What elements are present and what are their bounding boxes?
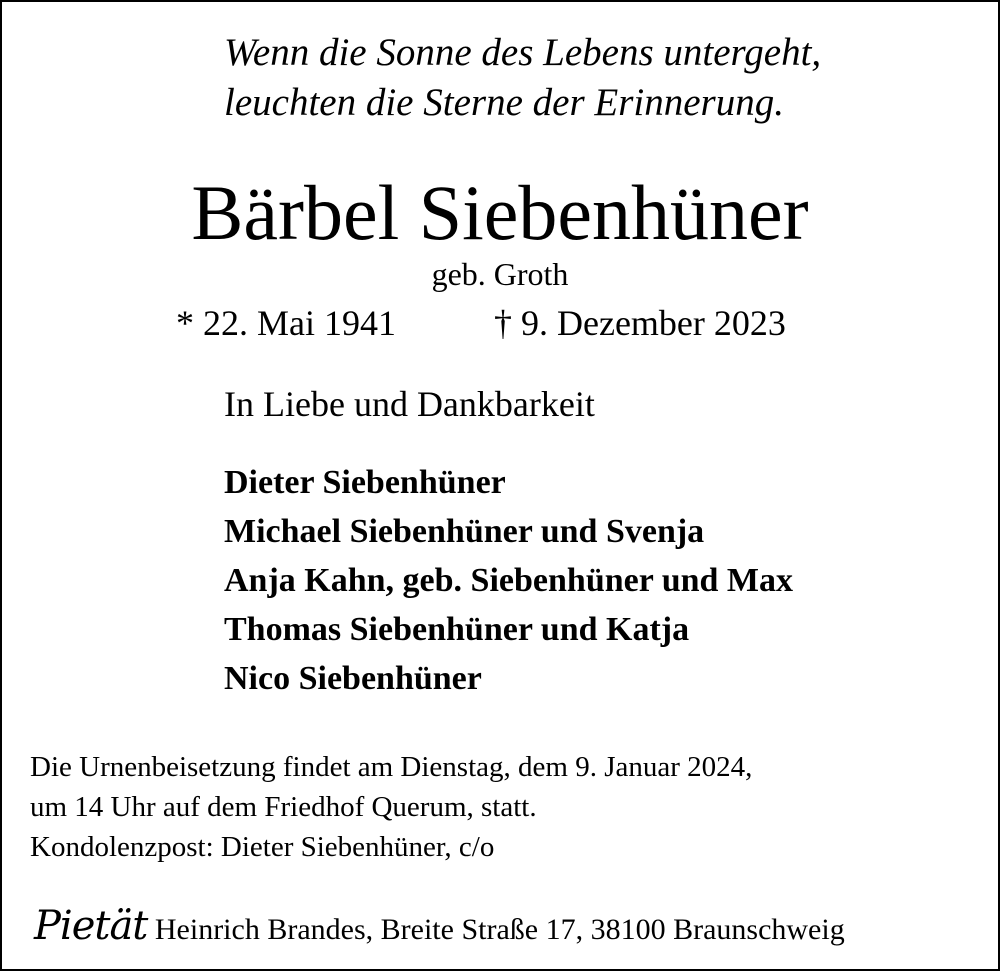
funeral-home-address: Heinrich Brandes, Breite Straße 17, 38100 Braunschweig [154,913,845,946]
life-dates [176,301,786,345]
quote-line-1: Wenn die Sonne des Lebens untergeht, [224,31,822,74]
mourner-item: Anja Kahn, geb. Siebenhüner und Max [224,562,794,599]
mourner-item: Michael Siebenhüner und Svenja [224,513,705,550]
birth-date: * 22. Mai 1941 [176,303,396,343]
funeral-notice [30,747,752,867]
mourner-item: Dieter Siebenhüner [224,464,506,501]
notice-line-1: Die Urnenbeisetzung findet am Dienstag, dem 9. Januar 2024, [30,751,753,783]
deceased-name: Bärbel Siebenhüner [191,169,809,256]
mourner-item: Nico Siebenhüner [224,660,482,697]
notice-line-3: Kondolenzpost: Dieter Siebenhüner, c/o [30,831,495,863]
death-date: † 9. Dezember 2023 [494,303,786,343]
maiden-name: geb. Groth [431,256,569,292]
dedication-line: In Liebe und Dankbarkeit [224,384,595,424]
mourner-item: Thomas Siebenhüner und Katja [224,611,690,648]
memorial-quote [224,28,821,128]
funeral-home-footer [34,900,845,956]
quote-line-2: leuchten die Sterne der Erinnerung. [224,81,784,124]
notice-line-2: um 14 Uhr auf dem Friedhof Querum, statt. [30,791,537,823]
pietaet-logo: Pietät [34,903,148,949]
mourners-list [224,458,793,703]
